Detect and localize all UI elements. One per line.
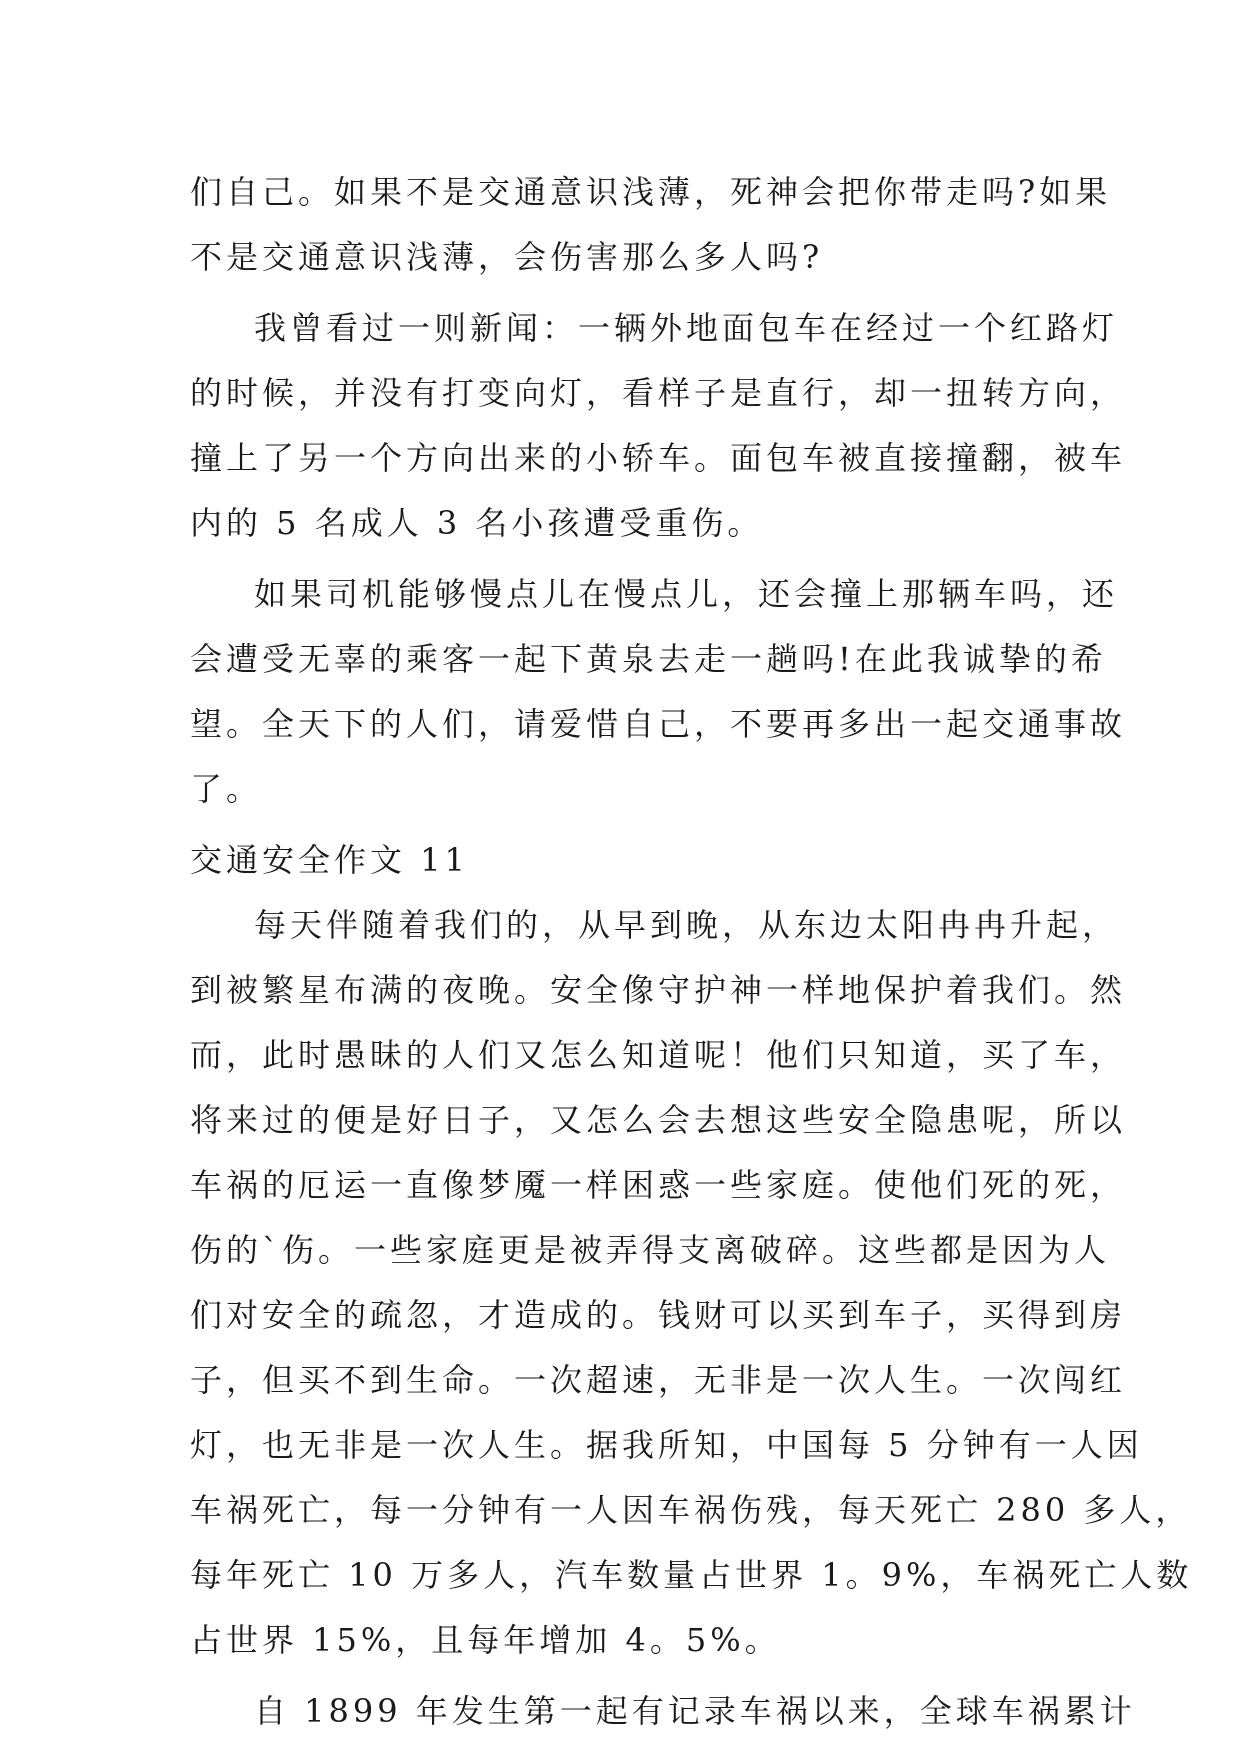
text-line: 将来过的便是好日子，又怎么会去想这些安全隐患呢，所以 (190, 1101, 1127, 1139)
text-line: 撞上了另一个方向出来的小轿车。面包车被直接撞翻，被车 (190, 439, 1127, 477)
text-line: 而，此时愚昧的人们又怎么知道呢！他们只知道，买了车， (190, 1036, 1127, 1074)
text-line: 们自己。如果不是交通意识浅薄，死神会把你带走吗?如果 (190, 173, 1112, 211)
text-line: 不是交通意识浅薄，会伤害那么多人吗? (190, 238, 824, 276)
text-line: 到被繁星布满的夜晚。安全像守护神一样地保护着我们。然 (190, 971, 1127, 1009)
body-paragraph (190, 296, 1127, 556)
text-line: 望。全天下的人们，请爱惜自己，不要再多出一起交通事故 (190, 705, 1127, 743)
text-line: 车祸死亡，每一分钟有一人因车祸伤残，每天死亡 280 多人， (190, 1491, 1192, 1529)
text-line: 了。 (190, 770, 263, 808)
text-line: 们对安全的疏忽，才造成的。钱财可以买到车子，买得到房 (190, 1296, 1127, 1334)
body-paragraph (190, 1679, 1136, 1744)
text-line: 的时候，并没有打变向灯，看样子是直行，却一扭转方向， (190, 374, 1127, 412)
document-body (190, 160, 1193, 1744)
body-paragraph (190, 893, 1193, 1673)
text-line: 交通安全作文 11 (190, 841, 469, 879)
text-line: 自 1899 年发生第一起有记录车祸以来，全球车祸累计 (254, 1692, 1136, 1730)
text-line: 如果司机能够慢点儿在慢点儿，还会撞上那辆车吗，还 (254, 575, 1119, 613)
text-line: 会遭受无辜的乘客一起下黄泉去走一趟吗!在此我诚挚的希 (190, 640, 1107, 678)
text-line: 子，但买不到生命。一次超速，无非是一次人生。一次闯红 (190, 1361, 1127, 1399)
text-line: 内的 5 名成人 3 名小孩遭受重伤。 (190, 504, 764, 542)
text-line: 每年死亡 10 万多人，汽车数量占世界 1。9%，车祸死亡人数 (190, 1556, 1193, 1594)
body-paragraph (190, 160, 1112, 290)
text-line: 灯，也无非是一次人生。据我所知，中国每 5 分钟有一人因 (190, 1426, 1143, 1464)
text-line: 我曾看过一则新闻：一辆外地面包车在经过一个红路灯 (254, 309, 1119, 347)
text-line: 占世界 15%，且每年增加 4。5%。 (190, 1621, 781, 1659)
text-line: 每天伴随着我们的，从早到晚，从东边太阳冉冉升起， (254, 906, 1119, 944)
text-line: 伤的`伤。一些家庭更是被弄得支离破碎。这些都是因为人 (190, 1231, 1111, 1269)
body-paragraph (190, 562, 1127, 822)
section-heading (190, 828, 1052, 893)
text-line: 车祸的厄运一直像梦魇一样困惑一些家庭。使他们死的死， (190, 1166, 1127, 1204)
